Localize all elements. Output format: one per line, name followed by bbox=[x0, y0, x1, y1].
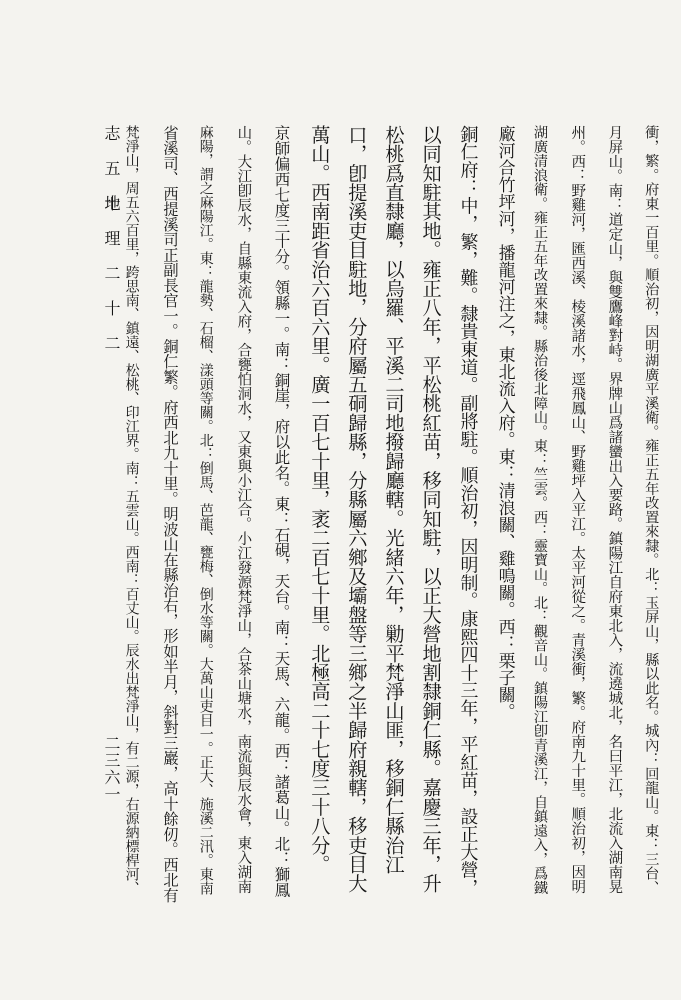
text-column: 以同知駐其地。雍正八年，平松桃紅苗，移同知駐，以正大營地割隸銅仁縣。嘉慶三年，升 bbox=[419, 125, 443, 893]
page-number: 二三六一 bbox=[102, 735, 121, 803]
text-column: 萬山。西南距省治六百六里。廣一百七十里，袤二百七十里。北極高二十七度三十八分。 bbox=[308, 125, 332, 874]
text-column: 銅仁府：中，繁，難。隸貴東道。副將駐。順治初，因明制。康熙四十三年，平紅苗，設正大營， bbox=[457, 125, 479, 897]
text-column: 松桃爲直隸廳，以烏羅、平溪二司地撥歸廳轄。光緒六年，勦平梵淨山匪，移銅仁縣治江 bbox=[382, 125, 406, 874]
text-column: 月屏山。南：道定山，與雙鷹峰對峙。界牌山爲諸蠻出入要路。鎮陽江自府東北入，流遶城北，名曰平江，北流入湖南晃 bbox=[606, 125, 623, 894]
text-column: 山。大江卽辰水，自縣東流入府，合甕怕洞水，又東與小江合。小江發源梵淨山，合茶山塘水，南流與辰水會，東入湖南 bbox=[235, 125, 252, 894]
text-column: 梵淨山，周五六百里，跨思南、鎮遠、松桃、印江界。南：五雲山。西南：百丈山。辰水出梵淨山，有二源，右源納標桿河、 bbox=[123, 125, 140, 895]
text-column: 京師偏西七度三十分。領縣一。南：銅崖，府以此名。東：石硯，天台。南：天馬、六龍。西：諸葛山。北：獅鳳 bbox=[272, 125, 291, 898]
text-column: 省溪司、西提溪司正副長官一。銅仁繁。府西北九十里。明波山在縣治右，形如半月，斜對三巖，高十餘仞。西北有 bbox=[160, 125, 179, 903]
footer-volume-label: 志 五 十 bbox=[102, 125, 121, 211]
text-column: 口，卽提溪吏目駐地，分府屬五硐歸縣，分縣屬六鄉及壩盤等三鄉之半歸府親轄，移吏目大 bbox=[345, 125, 369, 893]
text-column: 湖廣清浪衛。雍正五年改置來隸。縣治後北障山。東：竺雲。西：靈寶山。北：觀音山。鎮陽江卽青溪江，自鎮遠入，爲鐵 bbox=[531, 125, 548, 895]
text-column: 州。西：野雞河，匯西溪、棱溪諸水，逕飛鳳山、野雞坪入平江。太平河從之。青溪衝，繁。府南九十里。順治初，因明 bbox=[569, 125, 586, 894]
text-column: 麻陽，謂之麻陽江。東：龍勢、石榴、漾頭等關。北：倒馬、芭龍、甕梅、倒水等關。大萬山吏目一。正大、施溪二汛。東南 bbox=[197, 125, 214, 895]
text-column: 衝，繁。府東一百里。順治初，因明湖廣平溪衛。雍正五年改置來隸。北：玉屏山，縣以此名。城內：回龍山。東：三台、 bbox=[643, 125, 660, 895]
text-column: 廠河合竹坪河，播龍河注之，東北流入府。東：清浪關、雞鳴關。西：栗子關。 bbox=[494, 125, 515, 720]
footer-section-label: 地 理 二 十 二 bbox=[102, 195, 121, 351]
